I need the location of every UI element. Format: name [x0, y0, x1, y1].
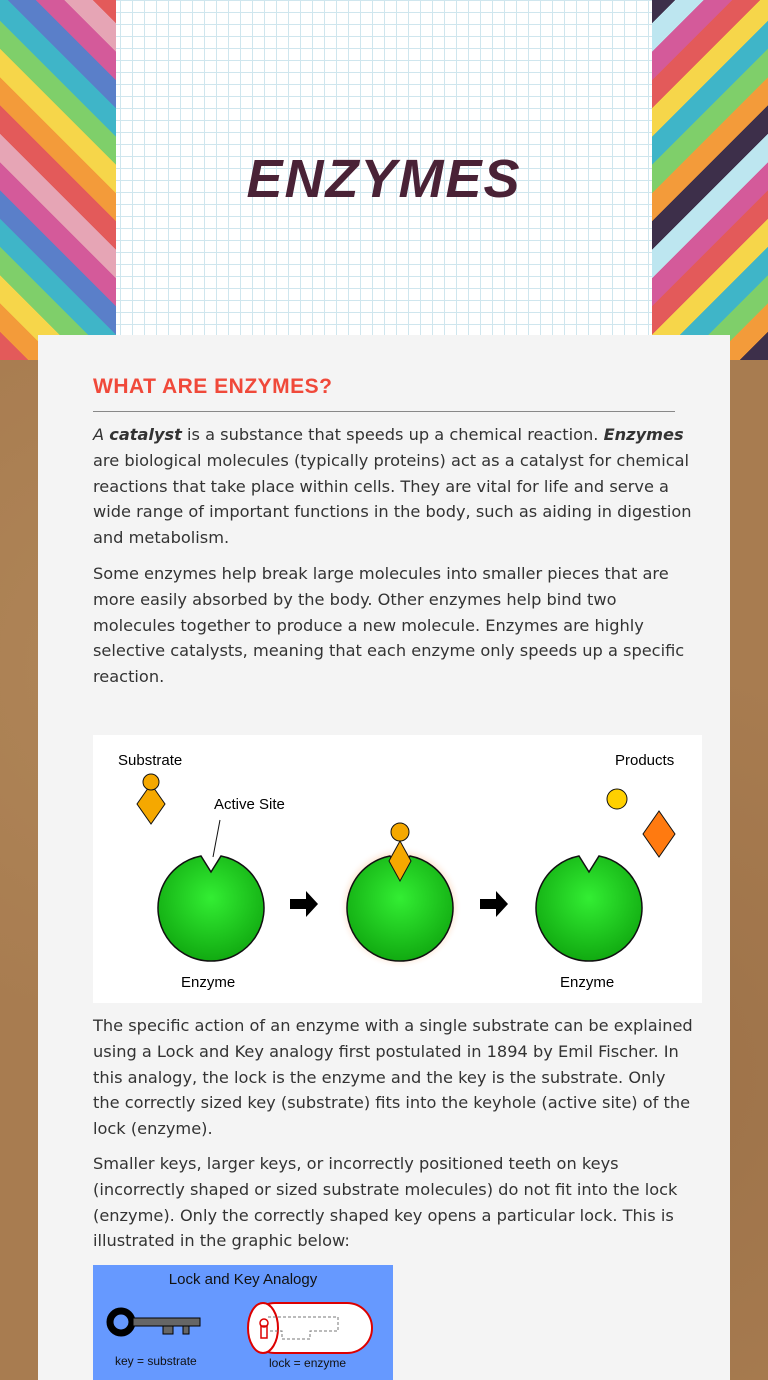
text: is a substance that speeds up a chemical reaction. — [181, 425, 604, 444]
paragraph-enzyme-function: Some enzymes help break large molecules into smaller pieces that are more easily absorbed by the body. Other enzymes help bind two molecules together to produce a new molecule. Enzymes are highly selective catalysts, meaning that each enzyme only speeds up a specific reaction. — [93, 564, 685, 687]
label-enzyme-right: Enzyme — [560, 974, 615, 991]
figure-title: Lock and Key Analogy — [168, 1271, 318, 1288]
key-label: key = substrate — [115, 1354, 197, 1368]
enzyme-shape-left — [158, 856, 264, 961]
lock-and-key-figure — [93, 1265, 393, 1380]
product-circle — [607, 789, 627, 809]
text: are biological molecules (typically proteins) act as a catalyst for chemical reactions that take place within cells. They are vital for life and serve a wide range of important functions in the body, such as aiding in digestion and metabolism. — [93, 450, 692, 548]
label-products: Products — [615, 752, 675, 769]
arrow-icon — [290, 891, 318, 917]
paragraph-lock-and-key: The specific action of an enzyme with a single substrate can be explained using a Lock and Key analogy first postulated in 1894 by Emil Fischer. In this analogy, the lock is the enzyme and the key is the substrate. Only the correctly sized key (substrate) fits into the keyhole (active site) of the lock (enzyme). — [93, 1016, 693, 1139]
enzyme-diagram-graphic — [93, 735, 702, 1003]
key-icon — [110, 1311, 200, 1334]
section-heading: WHAT ARE ENZYMES? — [93, 375, 333, 398]
divider — [93, 411, 675, 412]
product-diamond — [643, 811, 675, 857]
paragraph-key-shapes: Smaller keys, larger keys, or incorrectly positioned teeth on keys (incorrectly shaped or sized substrate molecules) do not fit into the lock (enzyme). Only the correctly shaped key opens a particular lock. This is illustrated in the graphic below: — [93, 1154, 678, 1251]
enzyme-diagram — [93, 735, 702, 1003]
label-substrate: Substrate — [118, 752, 183, 769]
term-enzymes: Enzymes — [603, 425, 684, 444]
page-title: ENZYMES — [246, 149, 522, 209]
label-enzyme-left: Enzyme — [181, 974, 236, 991]
arrow-icon — [480, 891, 508, 917]
term-catalyst: catalyst — [109, 425, 182, 444]
lock-icon — [248, 1303, 372, 1353]
lock-label: lock = enzyme — [269, 1356, 347, 1370]
active-site-pointer — [213, 820, 220, 857]
header-banner — [0, 0, 768, 360]
enzyme-shape-right — [536, 856, 642, 961]
content-card — [38, 335, 730, 1380]
text: A — [93, 425, 110, 444]
paragraph-catalyst — [93, 422, 693, 551]
label-active-site: Active Site — [214, 796, 285, 813]
